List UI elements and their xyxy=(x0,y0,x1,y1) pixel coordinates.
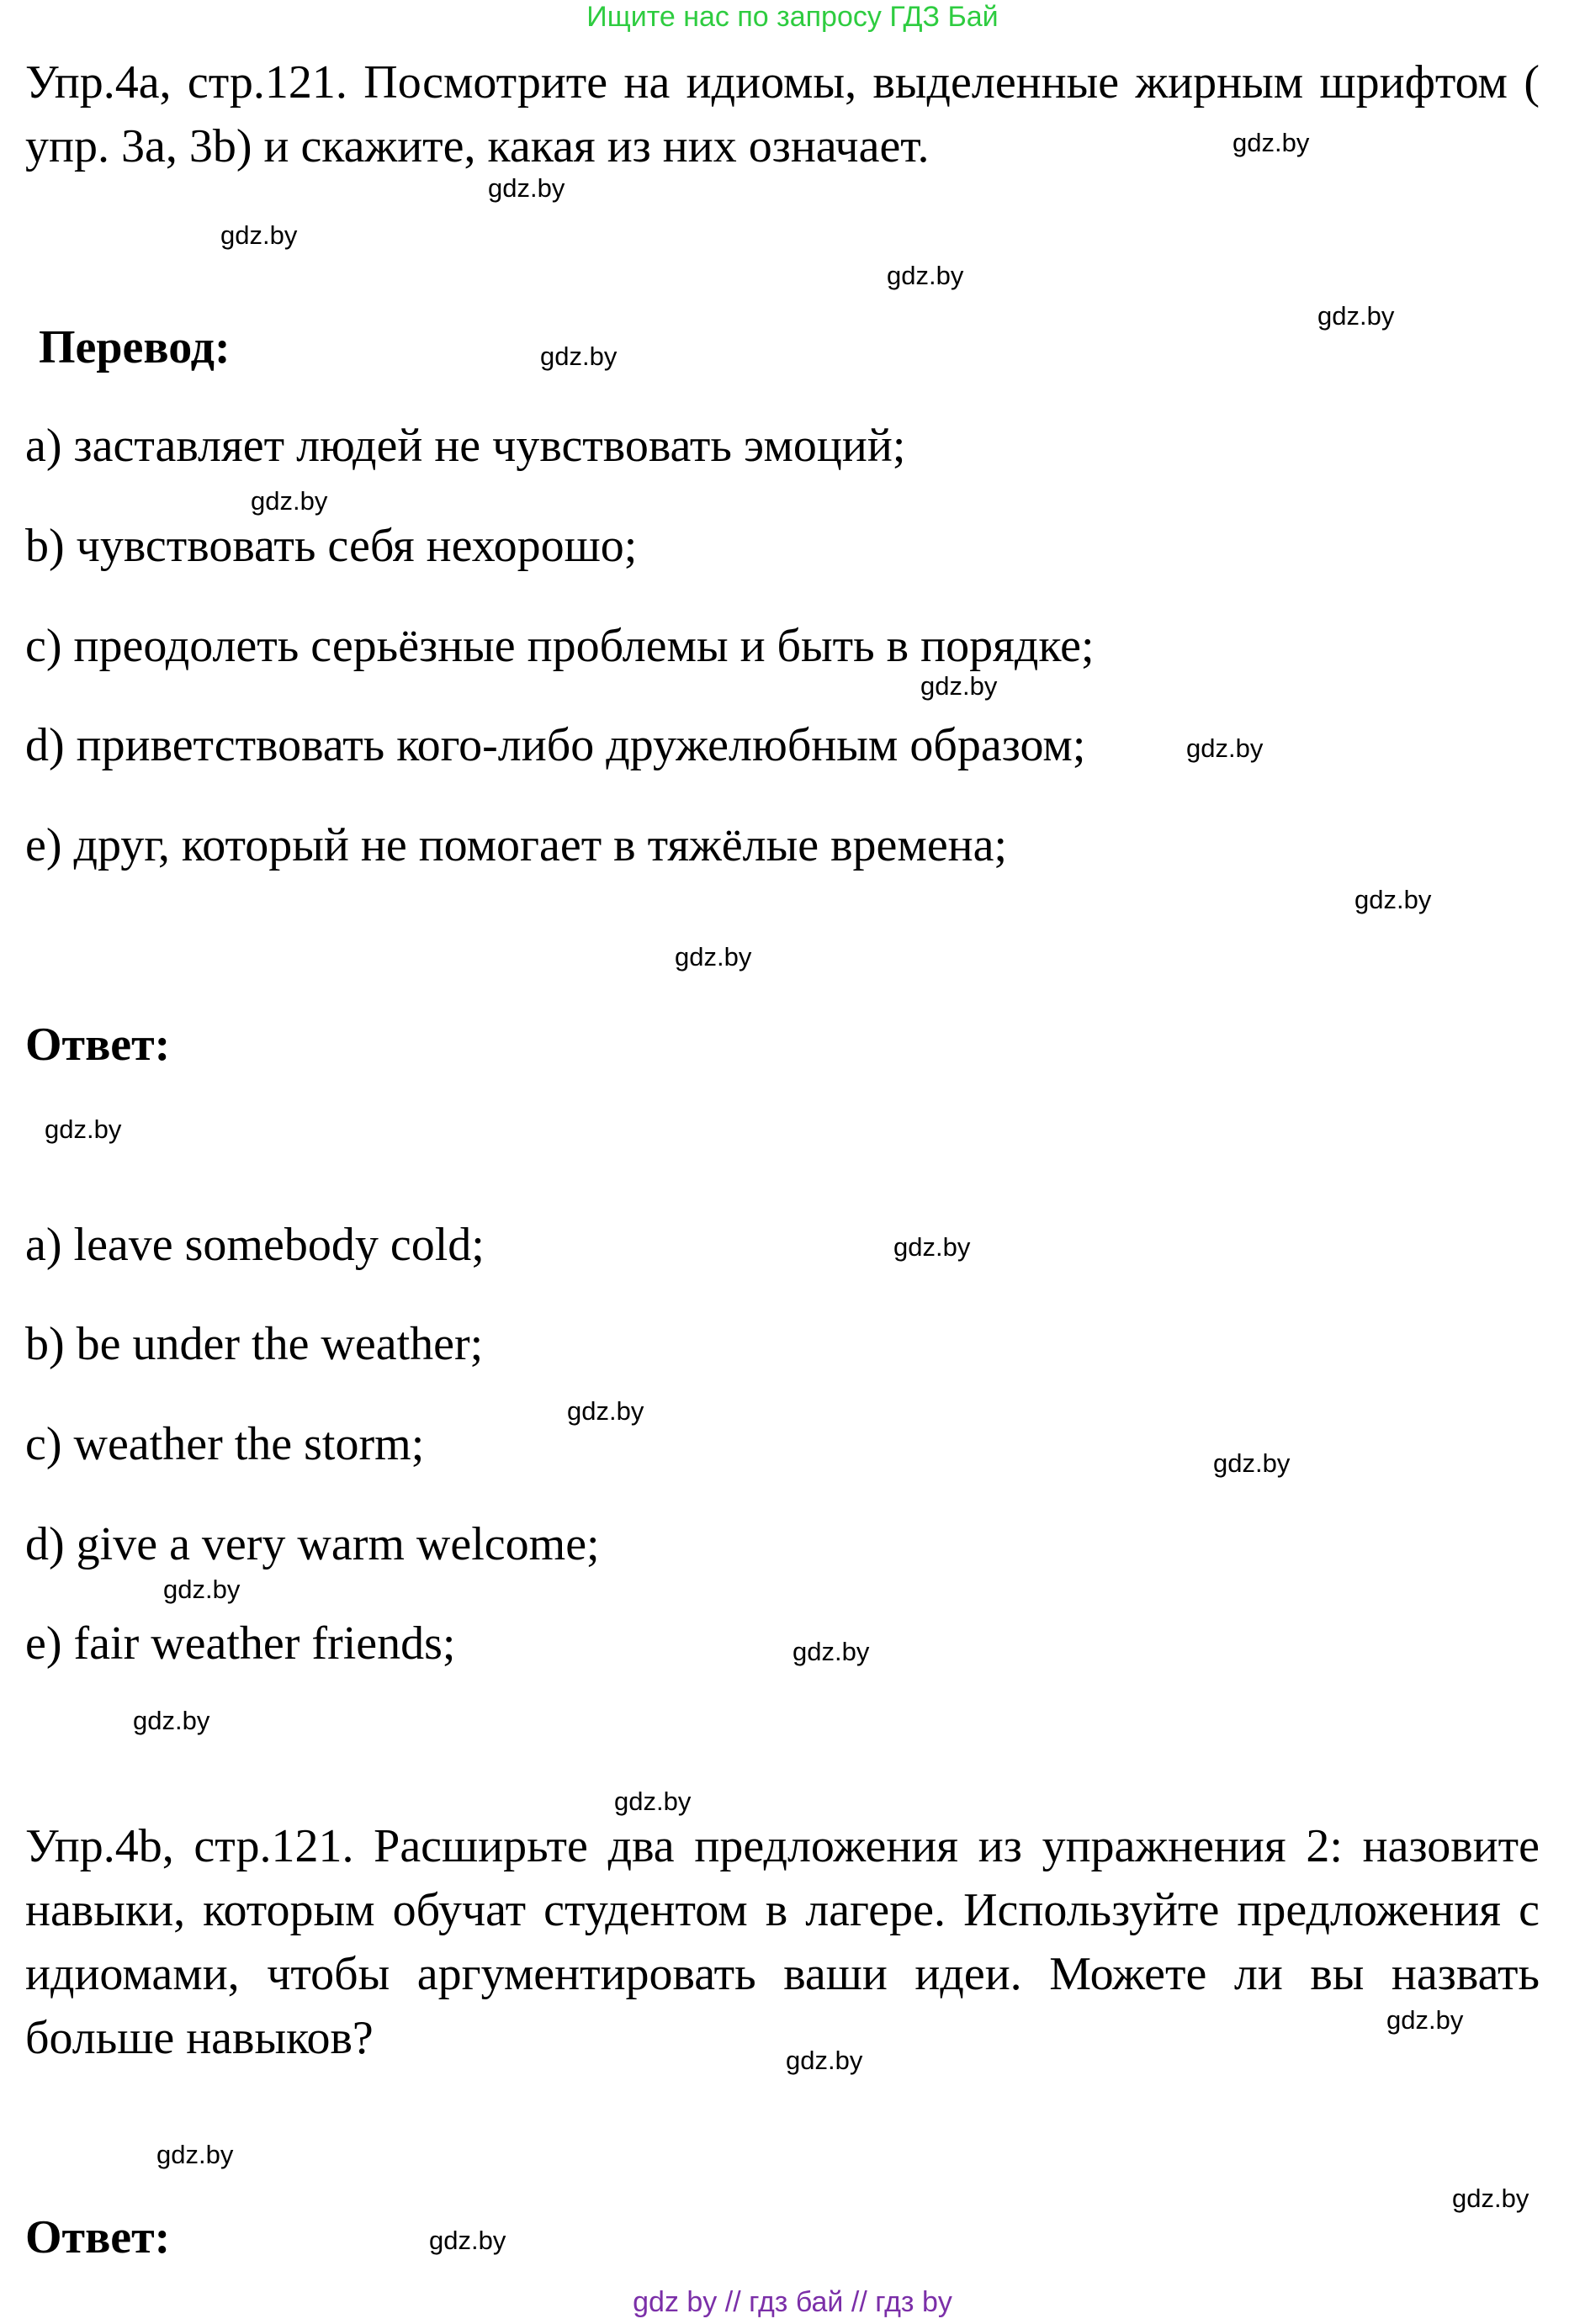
watermark: gdz.by xyxy=(675,942,752,971)
watermark: gdz.by xyxy=(156,2140,234,2169)
exercise-4b-task: Упр.4b, стр.121. Расширьте два предложения из упражнения 2: назовите навыки, которым обучат студентом в лагере. Используйте предложения с идиомами, чтобы аргументировать ваши идеи. Можете ли вы назвать больше навыков? xyxy=(25,1820,1540,2064)
answer-item-e: e) fair weather friends; xyxy=(25,1617,456,1670)
watermark: gdz.by xyxy=(567,1396,644,1426)
watermark: gdz.by xyxy=(251,486,328,516)
watermark: gdz.by xyxy=(786,2046,863,2075)
answer-item-b: b) be under the weather; xyxy=(25,1318,484,1370)
watermark: gdz.by xyxy=(220,220,298,250)
translation-item-b: b) чувствовать себя нехорошо; xyxy=(25,520,638,572)
answer-item-a: a) leave somebody cold; xyxy=(25,1219,485,1271)
translation-heading: Перевод: xyxy=(39,321,231,373)
watermark: gdz.by xyxy=(1386,2005,1464,2035)
footer-links[interactable]: gdz by // гдз бай // гдз by xyxy=(633,2286,952,2318)
watermark: gdz.by xyxy=(1232,128,1310,157)
watermark: gdz.by xyxy=(488,173,565,203)
watermark: gdz.by xyxy=(920,671,998,701)
answer-item-d: d) give a very warm welcome; xyxy=(25,1518,600,1570)
answer-item-c: c) weather the storm; xyxy=(25,1418,425,1470)
watermark: gdz.by xyxy=(429,2226,506,2255)
watermark: gdz.by xyxy=(1317,301,1395,331)
watermark: gdz.by xyxy=(1452,2184,1529,2213)
translation-item-a: a) заставляет людей не чувствовать эмоций; xyxy=(25,420,906,472)
translation-item-d: d) приветствовать кого-либо дружелюбным образом; xyxy=(25,719,1086,771)
answer-heading-4b: Ответ: xyxy=(25,2211,171,2263)
watermark: gdz.by xyxy=(133,1706,210,1735)
answer-heading-4a: Ответ: xyxy=(25,1019,171,1071)
watermark: gdz.by xyxy=(614,1787,692,1816)
watermark: gdz.by xyxy=(887,261,964,290)
watermark: gdz.by xyxy=(1354,885,1432,914)
translation-item-c: c) преодолеть серьёзные проблемы и быть в порядке; xyxy=(25,620,1095,672)
top-banner[interactable]: Ищите нас по запросу ГДЗ Бай xyxy=(586,1,999,33)
watermark: gdz.by xyxy=(1186,733,1264,763)
watermark: gdz.by xyxy=(792,1637,870,1666)
translation-item-e: e) друг, который не помогает в тяжёлые времена; xyxy=(25,819,1008,871)
watermark: gdz.by xyxy=(45,1114,122,1144)
watermark: gdz.by xyxy=(540,341,618,371)
watermark: gdz.by xyxy=(1213,1448,1291,1478)
watermark: gdz.by xyxy=(163,1575,241,1604)
watermark: gdz.by xyxy=(893,1232,971,1262)
exercise-4a-task: Упр.4a, стр.121. Посмотрите на идиомы, выделенные жирным шрифтом ( упр. 3а, 3b) и скажите, какая из них означает. xyxy=(25,56,1540,172)
